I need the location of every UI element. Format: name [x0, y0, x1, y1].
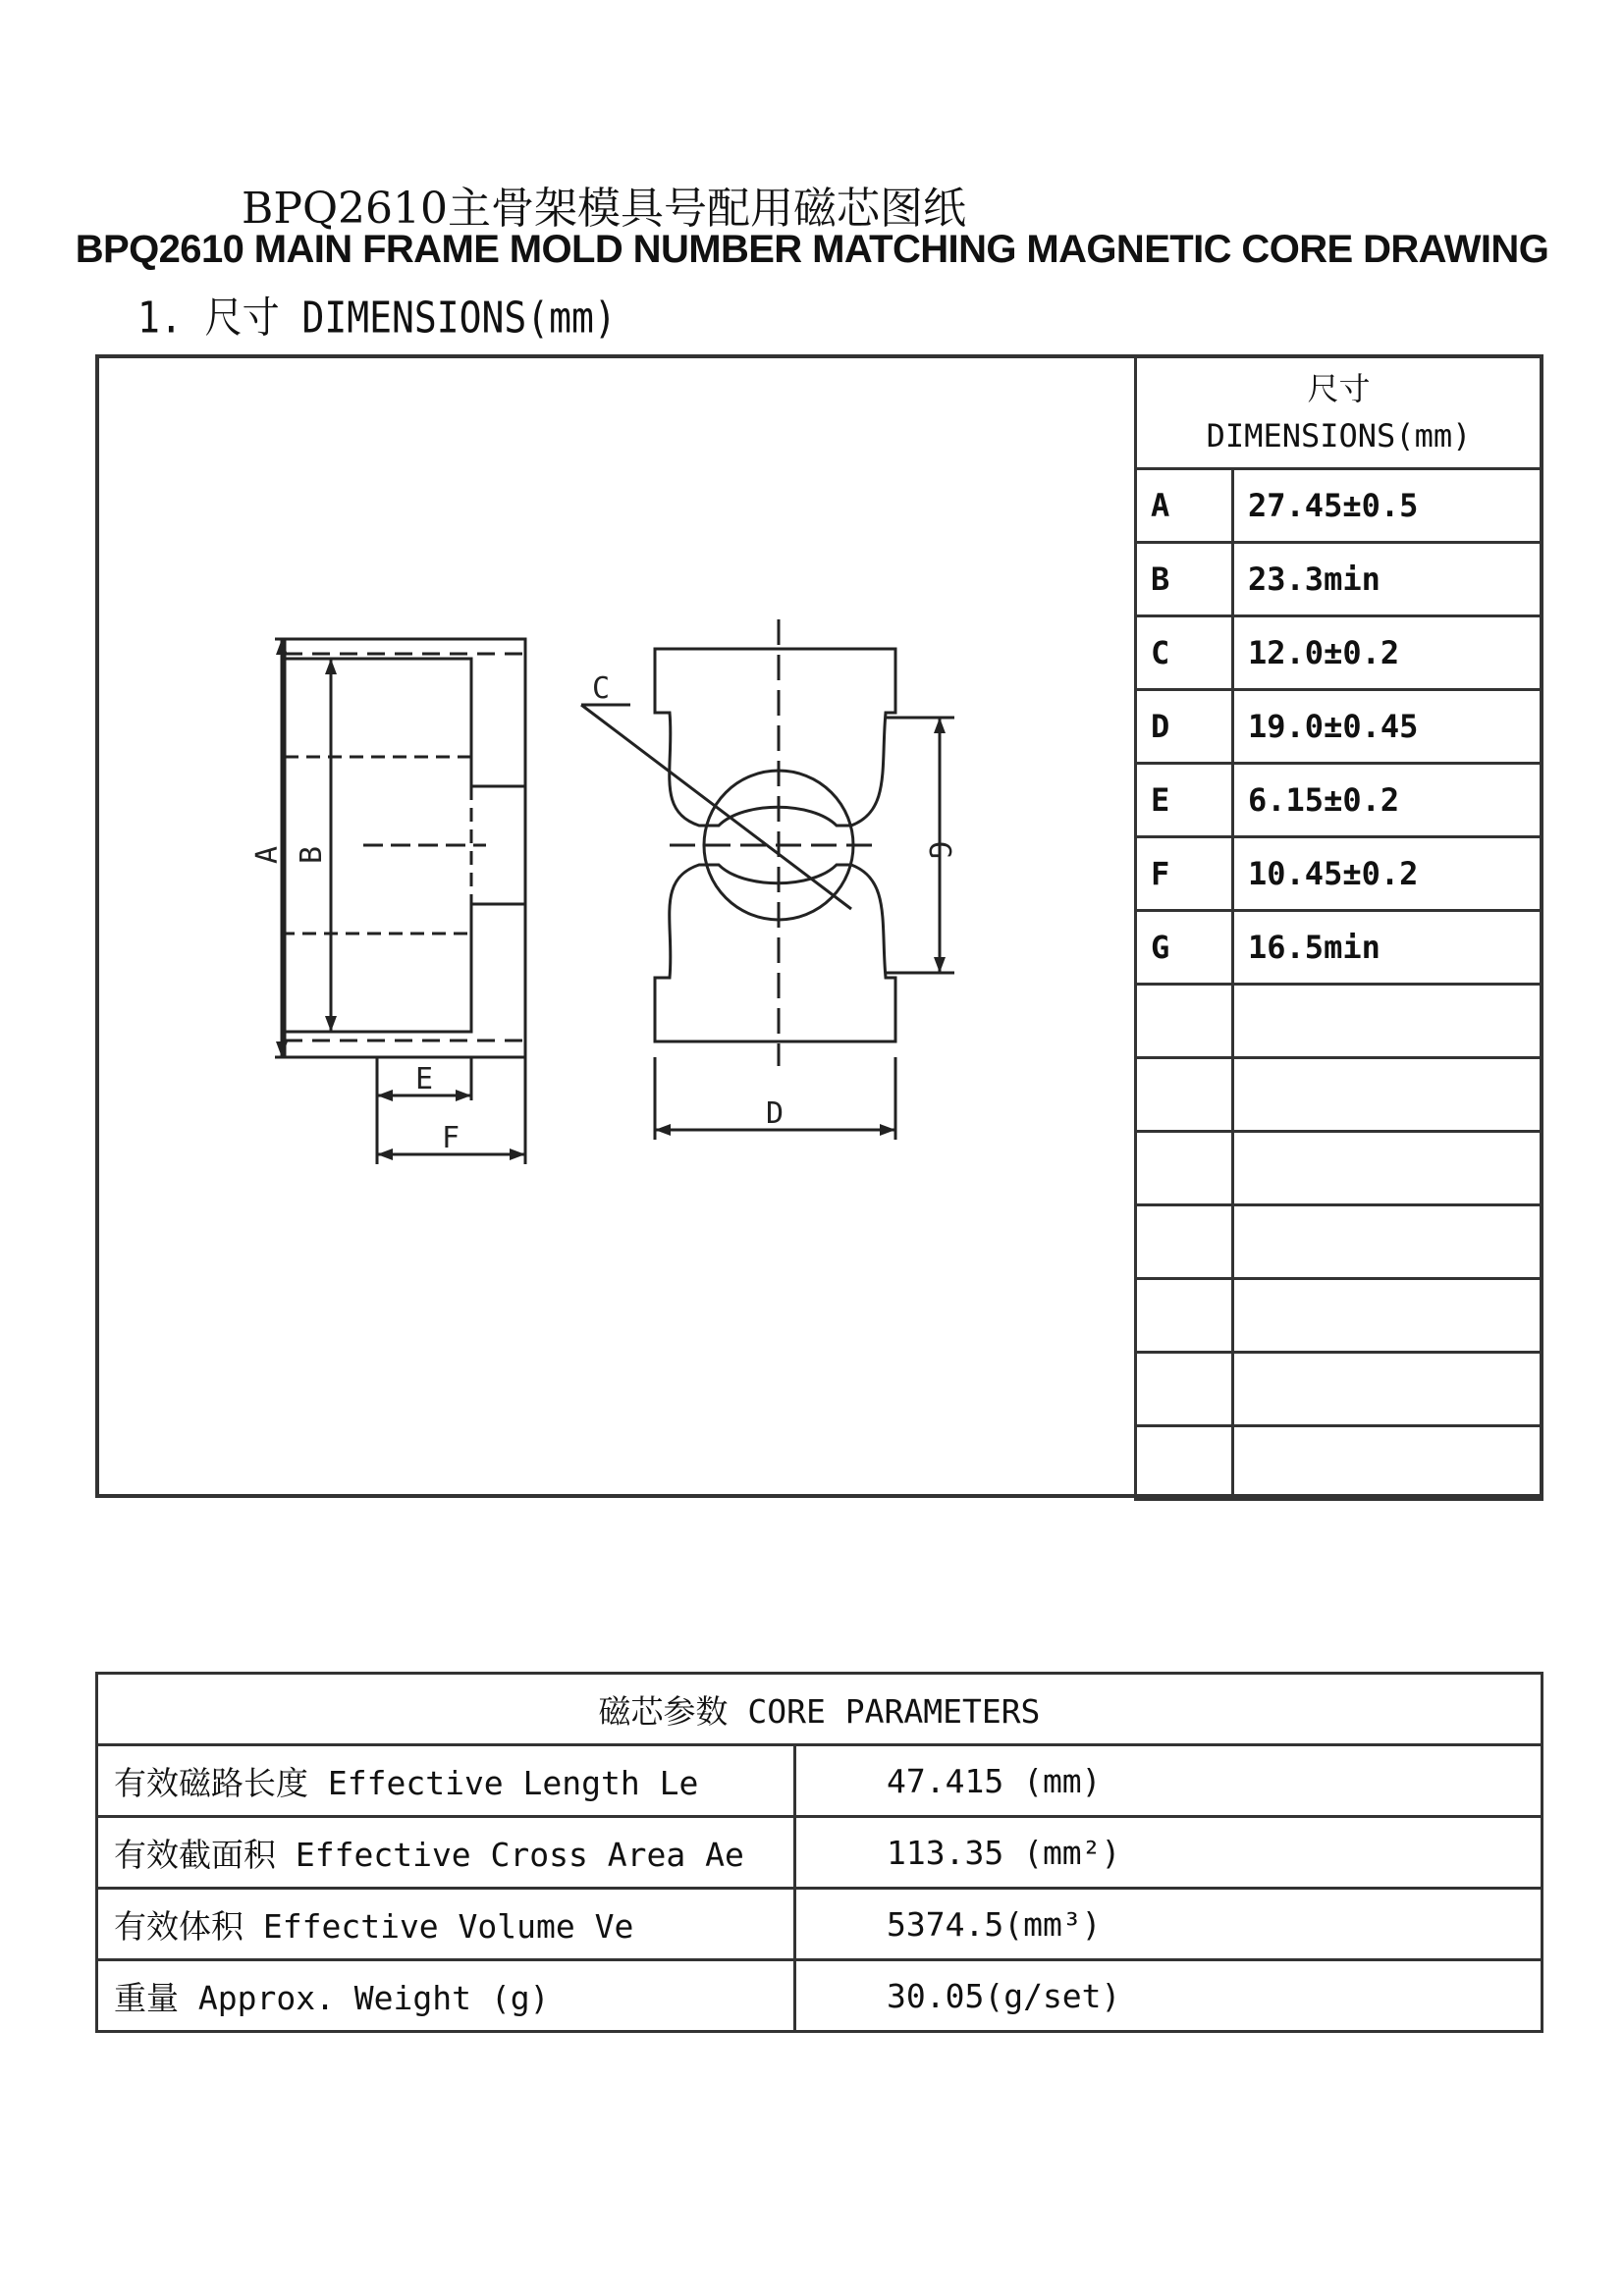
empty-row [1136, 1132, 1543, 1205]
dim-e-arrow-right [456, 1090, 471, 1101]
parameter-label: 重量 Approx. Weight (g) [97, 1960, 795, 2032]
dim-c-leader [581, 705, 851, 909]
parameter-value: 47.415 (mm) [795, 1745, 1543, 1817]
table-row [1136, 764, 1543, 837]
dimension-key: B [1136, 543, 1233, 616]
core-parameters-header-row [97, 1674, 1543, 1745]
label-b: B [295, 845, 329, 865]
dimension-value: 19.0±0.45 [1233, 690, 1543, 764]
dimensions-header-en: DIMENSIONS(mm) [1206, 417, 1472, 454]
dimensions-table [1134, 354, 1543, 1501]
table-row [97, 1960, 1543, 2032]
page-title-chinese [0, 173, 1119, 236]
empty-cell [1233, 1279, 1543, 1353]
empty-cell [1136, 985, 1233, 1058]
empty-row [1136, 1058, 1543, 1132]
table-row [1136, 543, 1543, 616]
page-title-english: BPQ2610 MAIN FRAME MOLD NUMBER MATCHING MAGNETIC CORE DRAWING [75, 228, 1549, 271]
empty-cell [1233, 1132, 1543, 1205]
table-row [1136, 469, 1543, 543]
dim-f-arrow-right [510, 1148, 525, 1160]
dimension-key: D [1136, 690, 1233, 764]
core-parameters-table [95, 1672, 1543, 2033]
side-view-upper-leg [285, 659, 525, 786]
empty-cell [1136, 1426, 1233, 1500]
dimension-value: 27.45±0.5 [1233, 469, 1543, 543]
title-cn-text: BPQ2610主骨架模具号配用磁芯图纸 [242, 184, 966, 234]
empty-cell [1233, 985, 1543, 1058]
label-a: A [250, 845, 285, 865]
dimension-value: 10.45±0.2 [1233, 837, 1543, 911]
dimensions-table-header [1136, 356, 1543, 469]
dimension-value: 23.3min [1233, 543, 1543, 616]
parameter-value: 113.35 (mm²) [795, 1817, 1543, 1889]
section-heading: 1. 尺寸 DIMENSIONS(mm) [137, 293, 617, 343]
front-view-top-half [655, 649, 895, 826]
table-row [1136, 837, 1543, 911]
empty-cell [1233, 1205, 1543, 1279]
dimension-key: E [1136, 764, 1233, 837]
label-e: E [414, 1062, 434, 1096]
dimension-key: F [1136, 837, 1233, 911]
dimension-value: 16.5min [1233, 911, 1543, 985]
dim-f-arrow-left [377, 1148, 393, 1160]
label-c: C [591, 671, 611, 706]
parameter-value: 5374.5(mm³) [795, 1889, 1543, 1960]
dimensions-table-header-cell [1136, 356, 1543, 469]
label-f: F [441, 1121, 460, 1155]
empty-cell [1136, 1279, 1233, 1353]
dimension-value: 12.0±0.2 [1233, 616, 1543, 690]
dim-e-arrow-left [377, 1090, 393, 1101]
empty-row [1136, 1279, 1543, 1353]
table-row [1136, 911, 1543, 985]
empty-row [1136, 1205, 1543, 1279]
table-row [1136, 690, 1543, 764]
front-view [581, 619, 954, 1140]
parameter-label: 有效截面积 Effective Cross Area Ae [97, 1817, 795, 1889]
dim-g-arrow-top [934, 718, 946, 733]
label-d: D [765, 1096, 785, 1131]
dimension-value: 6.15±0.2 [1233, 764, 1543, 837]
parameter-label: 有效体积 Effective Volume Ve [97, 1889, 795, 1960]
empty-cell [1233, 1353, 1543, 1426]
table-row [97, 1745, 1543, 1817]
core-parameters-header: 磁芯参数 CORE PARAMETERS [97, 1674, 1543, 1745]
dim-d-arrow-right [880, 1124, 895, 1136]
side-view-lower-leg [285, 904, 525, 1032]
empty-row [1136, 1353, 1543, 1426]
empty-cell [1233, 1058, 1543, 1132]
front-view-bottom-half [655, 865, 895, 1041]
table-row [1136, 616, 1543, 690]
dimension-key: A [1136, 469, 1233, 543]
dim-g-arrow-bottom [934, 957, 946, 973]
table-row [97, 1817, 1543, 1889]
empty-cell [1136, 1058, 1233, 1132]
dim-b-arrow-bottom [325, 1016, 337, 1032]
dimension-key: C [1136, 616, 1233, 690]
empty-row [1136, 985, 1543, 1058]
dim-d-arrow-left [655, 1124, 671, 1136]
table-row [97, 1889, 1543, 1960]
dim-b-arrow-top [325, 659, 337, 674]
core-drawing [95, 354, 1134, 1498]
parameter-label: 有效磁路长度 Effective Length Le [97, 1745, 795, 1817]
empty-cell [1136, 1205, 1233, 1279]
empty-cell [1136, 1132, 1233, 1205]
dimension-key: G [1136, 911, 1233, 985]
empty-cell [1136, 1353, 1233, 1426]
empty-cell [1233, 1426, 1543, 1500]
side-view [275, 639, 525, 1164]
label-g: G [922, 840, 956, 860]
dimensions-header-cn: 尺寸 [1307, 370, 1371, 407]
parameter-value: 30.05(g/set) [795, 1960, 1543, 2032]
empty-row [1136, 1426, 1543, 1500]
